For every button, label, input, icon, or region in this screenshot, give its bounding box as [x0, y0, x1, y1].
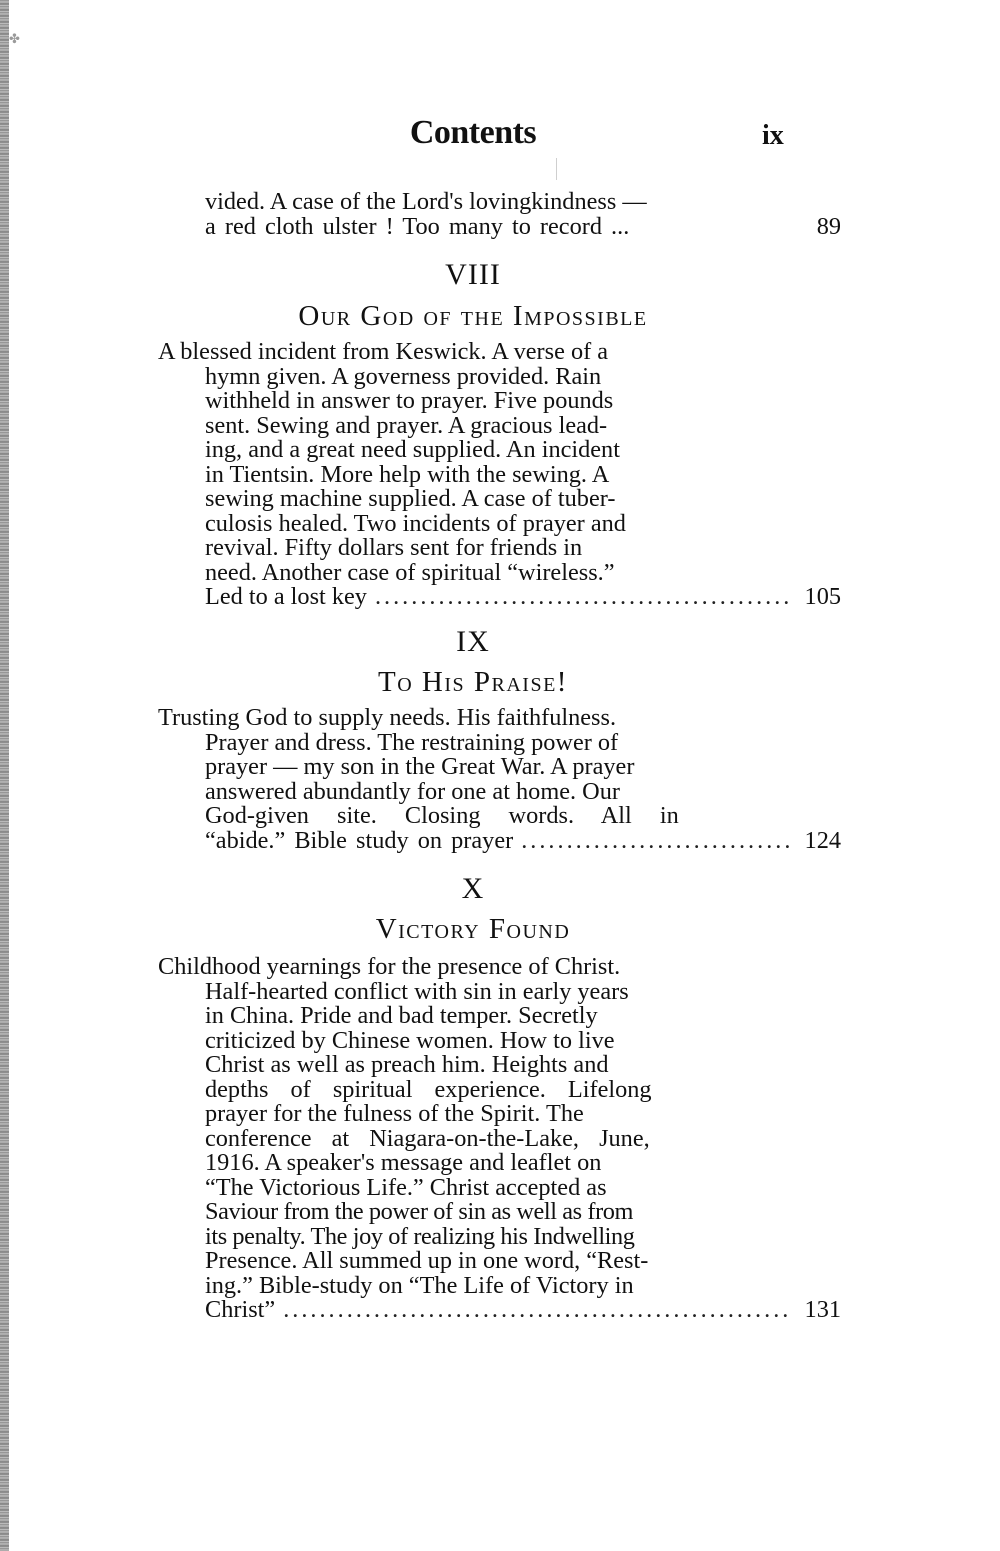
toc-page-ref: 124: [804, 826, 841, 854]
toc-line: hymn given. A governess provided. Rain: [205, 362, 602, 390]
toc-line-text: a red cloth ulster ! Too many to record ...: [205, 212, 630, 240]
toc-line: vided. A case of the Lord's lovingkindness —: [205, 188, 647, 215]
toc-line: A blessed incident from Keswick. A verse of a: [158, 338, 609, 365]
toc-line: ing, and a great need supplied. An incident: [205, 436, 620, 463]
toc-line: withheld in answer to prayer. Five pounds: [205, 387, 614, 414]
dot-leader: [375, 585, 789, 610]
toc-entry-continuation: [158, 188, 841, 240]
divider: [556, 158, 557, 180]
toc-line: prayer — my son in the Great War. A prayer: [205, 753, 635, 780]
toc-line: in China. Pride and bad temper. Secretly: [205, 1002, 598, 1029]
toc-line: ing.” Bible-study on “The Life of Victory in: [205, 1271, 634, 1299]
dot-leader: [521, 829, 789, 854]
book-binding-edge: [0, 0, 9, 1551]
toc-line-last: [158, 212, 841, 240]
toc-line-last: [158, 826, 841, 854]
toc-line: Presence. All summed up in one word, “Rest-: [205, 1247, 649, 1274]
chapter-title: Our God of the Impossible: [298, 300, 648, 332]
toc-line: God-given site. Closing words. All in: [205, 802, 679, 829]
binding-ornament-icon: ✤: [9, 31, 20, 46]
toc-line: sewing machine supplied. A case of tuber-: [205, 485, 616, 512]
page-number: ix: [762, 120, 784, 151]
toc-line: its penalty. The joy of realizing his Indwelling: [205, 1222, 635, 1250]
toc-line: criticized by Chinese women. How to live: [205, 1026, 615, 1054]
toc-line: conference at Niagara-on-the-Lake, June,: [205, 1124, 650, 1152]
toc-line: Trusting God to supply needs. His faithfulness.: [158, 704, 617, 731]
chapter-numeral: VIII: [445, 258, 501, 291]
toc-line-text: Led to a lost key: [205, 583, 367, 610]
toc-line: Prayer and dress. The restraining power of: [205, 728, 619, 756]
toc-entry-chapter-x: [158, 953, 841, 1323]
toc-line: need. Another case of spiritual “wireless.”: [205, 558, 615, 586]
chapter-title: To His Praise!: [378, 666, 568, 698]
chapter-title: Victory Found: [375, 913, 571, 945]
running-head: [0, 108, 1000, 158]
dot-leader: [283, 1298, 789, 1323]
toc-line: Saviour from the power of sin as well as from: [205, 1198, 634, 1225]
toc-page-ref: 105: [804, 583, 841, 610]
page-title: Contents: [409, 114, 537, 151]
toc-page-ref: 89: [816, 212, 841, 240]
toc-line: “The Victorious Life.” Christ accepted as: [205, 1173, 607, 1201]
chapter-numeral: IX: [456, 625, 490, 658]
toc-line-text: Christ”: [205, 1296, 276, 1323]
toc-entry-chapter-ix: [158, 704, 841, 854]
toc-page-ref: 131: [804, 1296, 841, 1323]
toc-line: answered abundantly for one at home. Our: [205, 777, 620, 805]
toc-line-last: [158, 1298, 841, 1323]
toc-line: prayer for the fulness of the Spirit. The: [205, 1100, 584, 1127]
toc-line: in Tientsin. More help with the sewing. A: [205, 460, 610, 488]
toc-line: Christ as well as preach him. Heights and: [205, 1051, 609, 1078]
toc-line-text: “abide.” Bible study on prayer: [205, 826, 514, 854]
toc-line: revival. Fifty dollars sent for friends in: [205, 534, 583, 561]
chapter-numeral: X: [461, 872, 485, 905]
toc-line-last: [158, 585, 841, 610]
toc-line: 1916. A speaker's message and leaflet on: [205, 1149, 602, 1176]
toc-line: Childhood yearnings for the presence of Christ.: [158, 953, 621, 980]
toc-line: depths of spiritual experience. Lifelong: [205, 1075, 652, 1103]
toc-line: sent. Sewing and prayer. A gracious lead-: [205, 411, 608, 439]
toc-entry-chapter-viii: [158, 338, 841, 610]
toc-line: Half-hearted conflict with sin in early years: [205, 977, 629, 1005]
toc-line: culosis healed. Two incidents of prayer and: [205, 509, 626, 537]
